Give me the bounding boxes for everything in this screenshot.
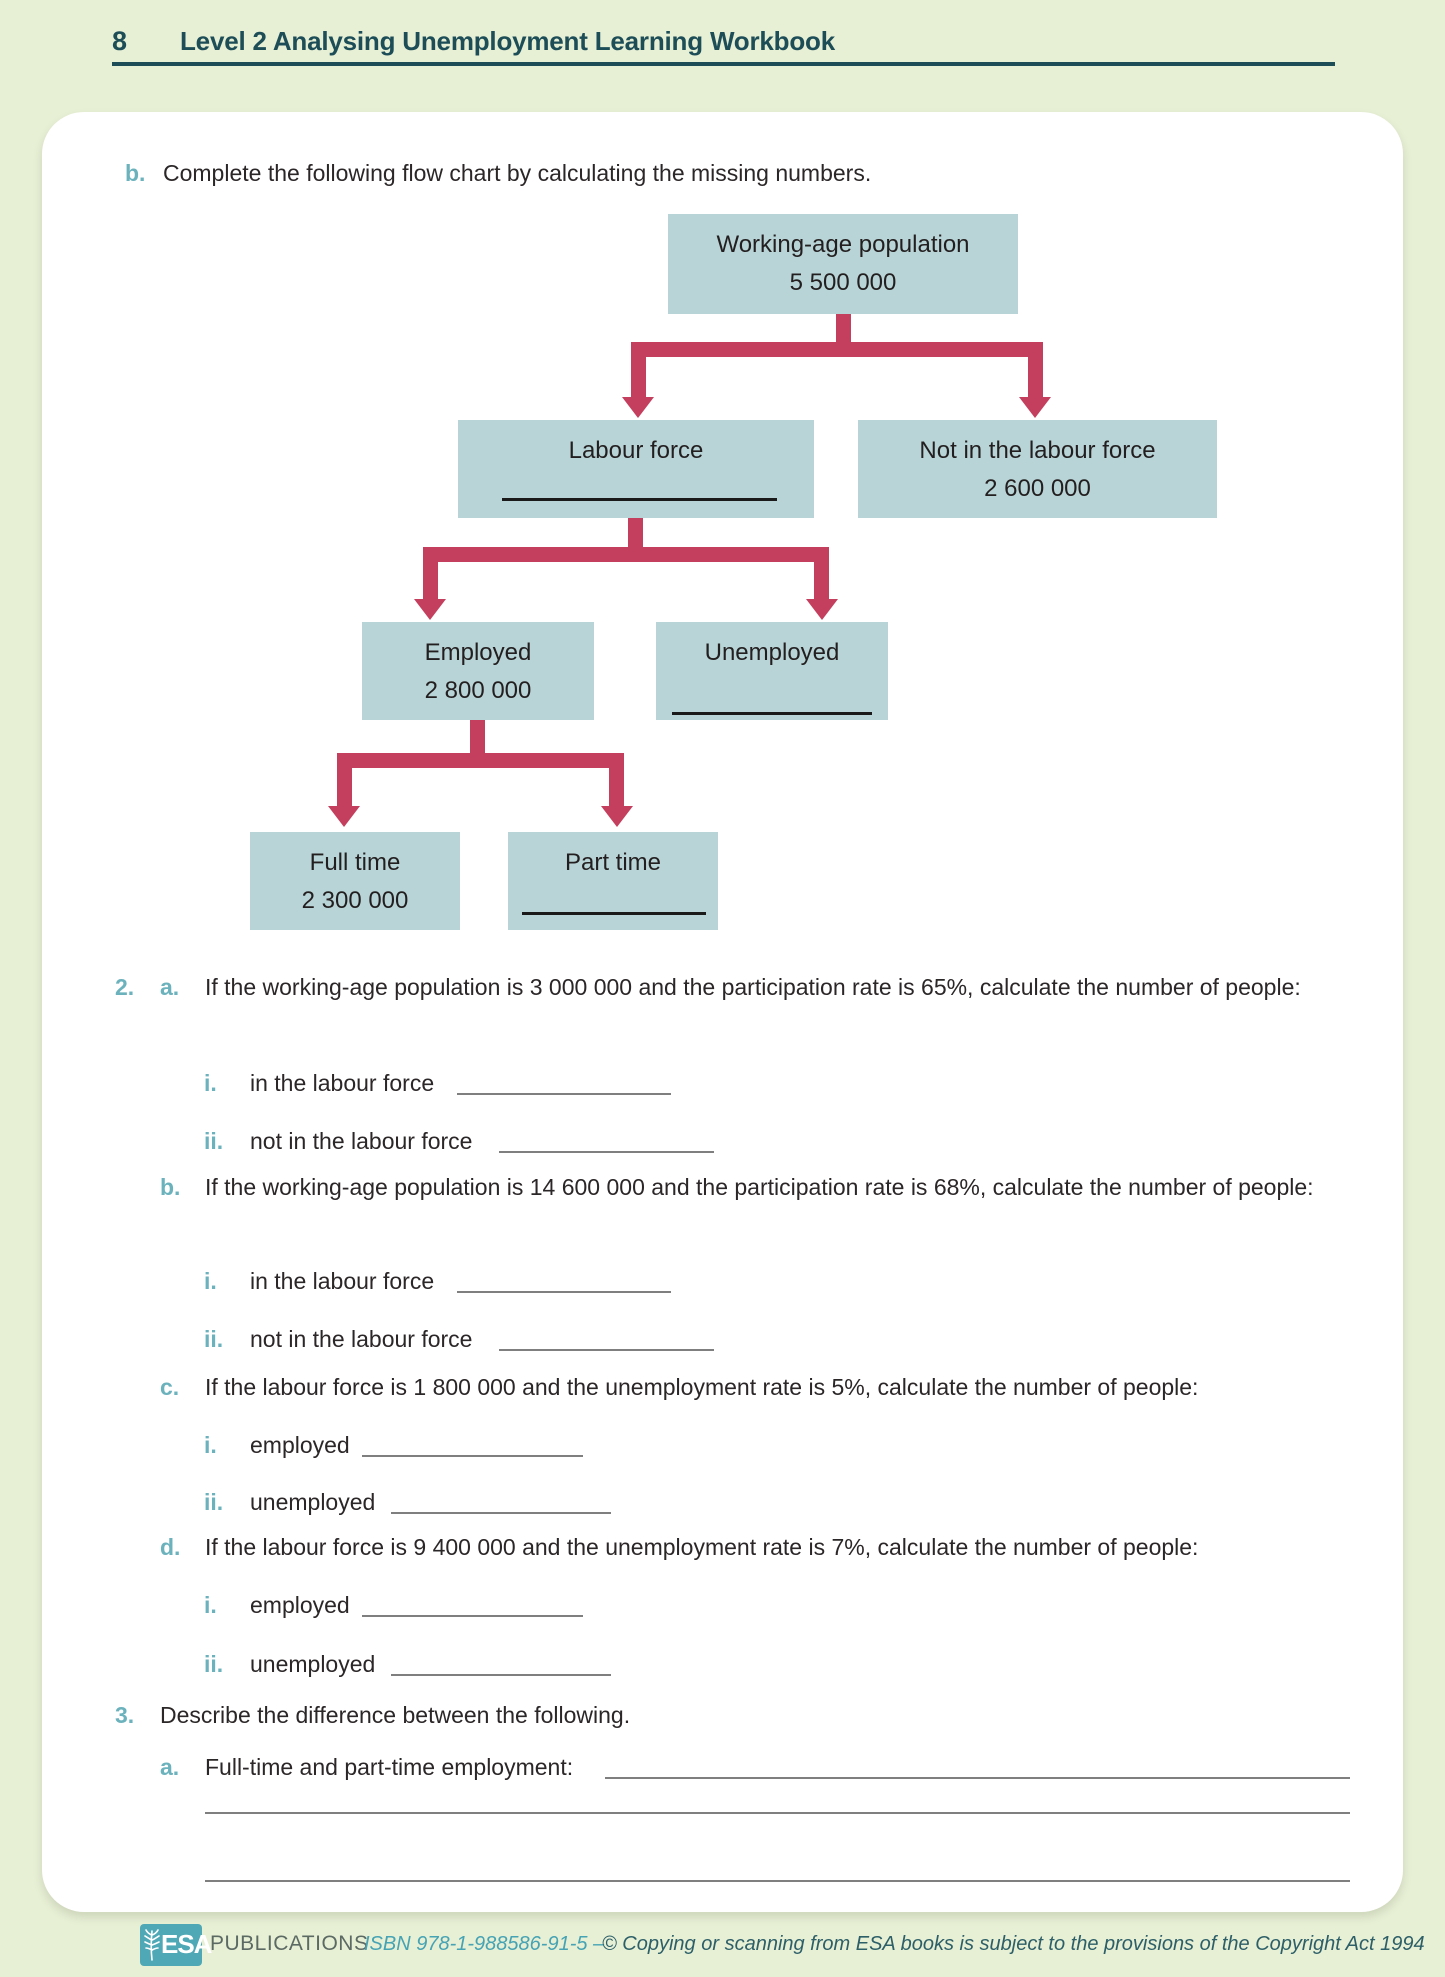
connector1-stem: [836, 314, 851, 344]
part-time-answer-blank[interactable]: [522, 912, 706, 915]
answer-line[interactable]: [499, 1151, 714, 1153]
part-time-label: Part time: [564, 849, 662, 876]
item-ii-marker: ii.: [204, 1128, 224, 1154]
labour-force-label: Labour force: [568, 437, 704, 464]
employed-label: Employed: [424, 639, 532, 666]
answer-line[interactable]: [391, 1674, 611, 1676]
footer-publisher: PUBLICATIONS: [210, 1932, 369, 1955]
arrow-down-icon: [622, 397, 654, 418]
item-i-marker: i.: [204, 1592, 217, 1618]
question-3-row: [0, 1698, 1445, 1732]
arrow-down-icon: [414, 599, 446, 620]
question-3a-marker: a.: [160, 1754, 180, 1780]
answer-line[interactable]: [391, 1512, 611, 1514]
answer-line[interactable]: [457, 1291, 671, 1293]
full-time-label: Full time: [309, 849, 401, 876]
item-i-marker: i.: [204, 1070, 217, 1096]
flowchart-box-working-age: [668, 214, 1018, 314]
question-2d-marker: d.: [160, 1534, 181, 1560]
flowchart-box-unemployed: [656, 622, 888, 720]
answer-line[interactable]: [205, 1812, 1350, 1814]
question-2a-marker: a.: [160, 974, 180, 1000]
answer-line[interactable]: [362, 1455, 583, 1457]
item-label: not in the labour force: [250, 1326, 473, 1352]
connector1-bar: [631, 342, 1043, 357]
item-label: employed: [250, 1432, 350, 1458]
arrow-down-icon: [806, 599, 838, 620]
flowchart-box-not-in-labour-force: [858, 420, 1217, 518]
connector2-stem: [628, 518, 643, 549]
esa-logo: [140, 1924, 212, 1966]
connector3-left-arm: [337, 768, 352, 807]
connector3-right-arm: [609, 768, 624, 807]
not-in-labour-force-value: 2 600 000: [984, 475, 1091, 502]
labour-force-answer-blank[interactable]: [502, 498, 777, 501]
question-3-text: Describe the difference between the following.: [160, 1702, 631, 1728]
working-age-label: Working-age population: [716, 231, 970, 258]
connector1-right-arm: [1028, 357, 1043, 398]
question-3-marker: 3.: [115, 1702, 135, 1728]
connector3-stem: [470, 720, 485, 755]
intro-question-row: [0, 156, 1445, 190]
arrow-down-icon: [601, 806, 633, 827]
content-card: [42, 112, 1403, 1912]
connector2-bar: [423, 547, 829, 562]
item-label: unemployed: [250, 1489, 376, 1515]
connector3-bar: [337, 753, 624, 768]
flowchart-box-part-time: [508, 832, 718, 930]
answer-line[interactable]: [362, 1615, 583, 1617]
question-2a-row: [0, 970, 1445, 1004]
connector2-right-arm: [814, 562, 829, 600]
question-2d-text: If the labour force is 9 400 000 and the unemployment rate is 7%, calculate the number of people:: [205, 1534, 1199, 1560]
question-2a-text: If the working-age population is 3 000 000 and the participation rate is 65%, calculate the number of people:: [205, 974, 1301, 1000]
item-label: in the labour force: [250, 1268, 435, 1294]
item-ii-marker: ii.: [204, 1489, 224, 1515]
question-2b-marker: b.: [160, 1174, 181, 1200]
esa-fern-icon: [142, 1927, 162, 1968]
question-2-marker: 2.: [115, 974, 135, 1000]
flowchart-box-employed: [362, 622, 594, 720]
intro-question-text: Complete the following flow chart by calculating the missing numbers.: [163, 160, 872, 186]
question-2c-text: If the labour force is 1 800 000 and the unemployment rate is 5%, calculate the number of people:: [205, 1374, 1199, 1400]
item-label: unemployed: [250, 1651, 376, 1677]
item-i-marker: i.: [204, 1432, 217, 1458]
connector1-left-arm: [631, 357, 646, 398]
item-label: not in the labour force: [250, 1128, 473, 1154]
answer-line[interactable]: [605, 1777, 1350, 1779]
intro-question-marker: b.: [125, 160, 146, 186]
item-i-marker: i.: [204, 1268, 217, 1294]
flowchart-box-full-time: [250, 832, 460, 930]
arrow-down-icon: [328, 806, 360, 827]
question-3a-row: [0, 1750, 1445, 1784]
page-title: Level 2 Analysing Unemployment Learning Workbook: [180, 26, 835, 56]
footer-copyright: © Copying or scanning from ESA books is subject to the provisions of the Copyright Act 1994: [602, 1933, 1425, 1955]
question-2b-text: If the working-age population is 14 600 000 and the participation rate is 68%, calculate the number of people:: [205, 1174, 1314, 1200]
answer-line[interactable]: [499, 1349, 714, 1351]
item-ii-marker: ii.: [204, 1326, 224, 1352]
esa-logo-text: ESA: [161, 1929, 212, 1959]
full-time-value: 2 300 000: [301, 887, 409, 914]
unemployed-label: Unemployed: [704, 639, 840, 666]
header-rule: [112, 62, 1335, 66]
question-2b-row: [0, 1170, 1445, 1204]
connector2-left-arm: [423, 562, 438, 600]
answer-line[interactable]: [457, 1093, 671, 1095]
question-3a-label: Full-time and part-time employment:: [205, 1754, 574, 1780]
flowchart-box-labour-force: [458, 420, 814, 518]
footer-isbn: ISBN 978-1-988586-91-5 –: [364, 1933, 605, 1955]
item-ii-marker: ii.: [204, 1651, 224, 1677]
arrow-down-icon: [1019, 397, 1051, 418]
employed-value: 2 800 000: [424, 677, 532, 704]
working-age-value: 5 500 000: [789, 269, 897, 296]
item-label: in the labour force: [250, 1070, 435, 1096]
unemployed-answer-blank[interactable]: [672, 712, 872, 715]
answer-line[interactable]: [205, 1880, 1350, 1882]
item-label: employed: [250, 1592, 350, 1618]
page-number: 8: [112, 26, 128, 56]
question-2c-row: [0, 1370, 1445, 1404]
question-2d-row: [0, 1530, 1445, 1564]
not-in-labour-force-label: Not in the labour force: [919, 437, 1156, 464]
question-2c-marker: c.: [160, 1374, 180, 1400]
